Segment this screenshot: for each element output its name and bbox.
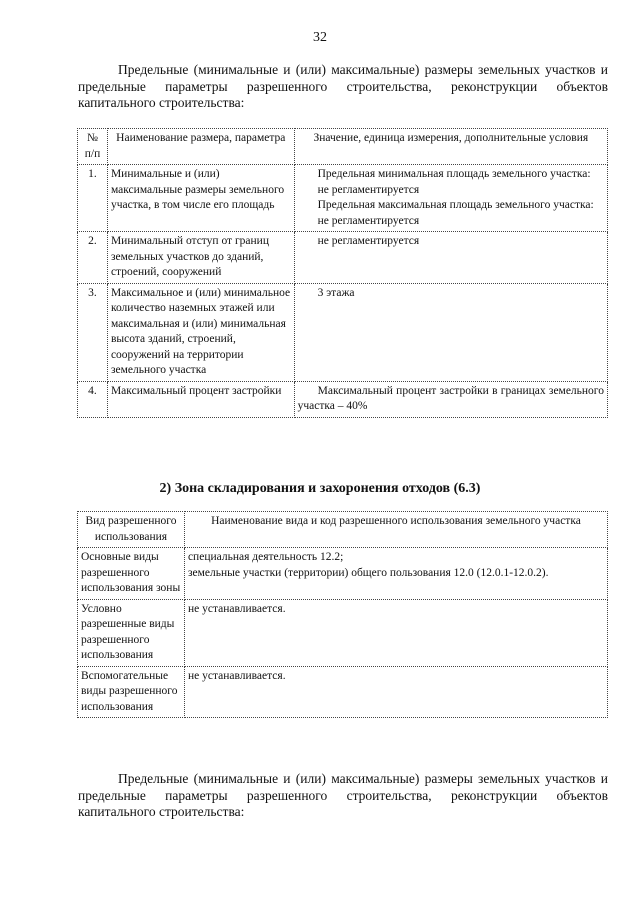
row-value: не регламентируется <box>294 232 607 284</box>
row-number: 2. <box>78 232 108 284</box>
row-number: 3. <box>78 283 108 381</box>
value-line: не регламентируется <box>317 214 420 227</box>
row-use-type: Основные виды разрешенного использования зоны <box>78 548 185 600</box>
value-line: не регламентируется <box>317 183 420 196</box>
row-parameter-name: Минимальные и (или) максимальные размеры земельного участка, в том числе его площадь <box>107 165 294 232</box>
row-number: 1. <box>78 165 108 232</box>
header-value: Значение, единица измерения, дополнительные условия <box>294 129 607 165</box>
row-use-description: не устанавливается. <box>184 666 607 718</box>
description-line: земельные участки (территории) общего пользования 12.0 (12.0.1-12.0.2). <box>187 566 549 579</box>
table-header-row <box>78 129 608 165</box>
table-row <box>78 283 608 381</box>
permitted-use-table <box>77 511 608 718</box>
row-use-type: Условно разрешенные виды разрешенного использования <box>78 599 185 666</box>
intro-paragraph: Предельные (минимальные и (или) максимальные) размеры земельных участков и предельные параметры разрешенного строительства, реконструкции объектов капитального строительства: <box>78 62 608 110</box>
table-row <box>78 165 608 232</box>
description-line: специальная деятельность 12.2; <box>187 551 344 563</box>
table-header-row <box>78 512 608 548</box>
closing-paragraph: Предельные (минимальные и (или) максимальные) размеры земельных участков и предельные параметры разрешенного строительства, реконструкции объектов капитального строительства: <box>78 771 608 819</box>
row-value: 3 этажа <box>294 283 607 381</box>
row-use-type: Вспомогательные виды разрешенного использования <box>78 666 185 718</box>
row-parameter-name: Максимальное и (или) минимальное количество наземных этажей или максимальная и (или) минимальная высота зданий, строений, сооружений на территории земельного участка <box>107 283 294 381</box>
row-number: 4. <box>78 381 108 417</box>
table-row <box>78 232 608 284</box>
row-value: Максимальный процент застройки в границах земельного участка – 40% <box>294 381 607 417</box>
row-use-description: не устанавливается. <box>184 599 607 666</box>
row-value <box>294 165 607 232</box>
row-parameter-name: Минимальный отступ от границ земельных участков до зданий, строений, сооружений <box>107 232 294 284</box>
section-title: 2) Зона складирования и захоронения отходов (6.3) <box>159 481 481 496</box>
header-parameter-name: Наименование размера, параметра <box>107 129 294 165</box>
table-row <box>78 381 608 417</box>
row-parameter-name: Максимальный процент застройки <box>107 381 294 417</box>
value-line: Предельная максимальная площадь земельного участка: <box>317 199 594 211</box>
header-use-name-code: Наименование вида и код разрешенного использования земельного участка <box>184 512 607 548</box>
value-line: Предельная минимальная площадь земельного участка: <box>317 168 591 180</box>
table-row <box>78 599 608 666</box>
parameters-table <box>77 128 608 418</box>
page-number: 32 <box>313 30 327 45</box>
header-number: № п/п <box>78 129 108 165</box>
table-row <box>78 548 608 600</box>
header-use-type: Вид разрешенного использования <box>78 512 185 548</box>
row-use-description <box>184 548 607 600</box>
table-row <box>78 666 608 718</box>
